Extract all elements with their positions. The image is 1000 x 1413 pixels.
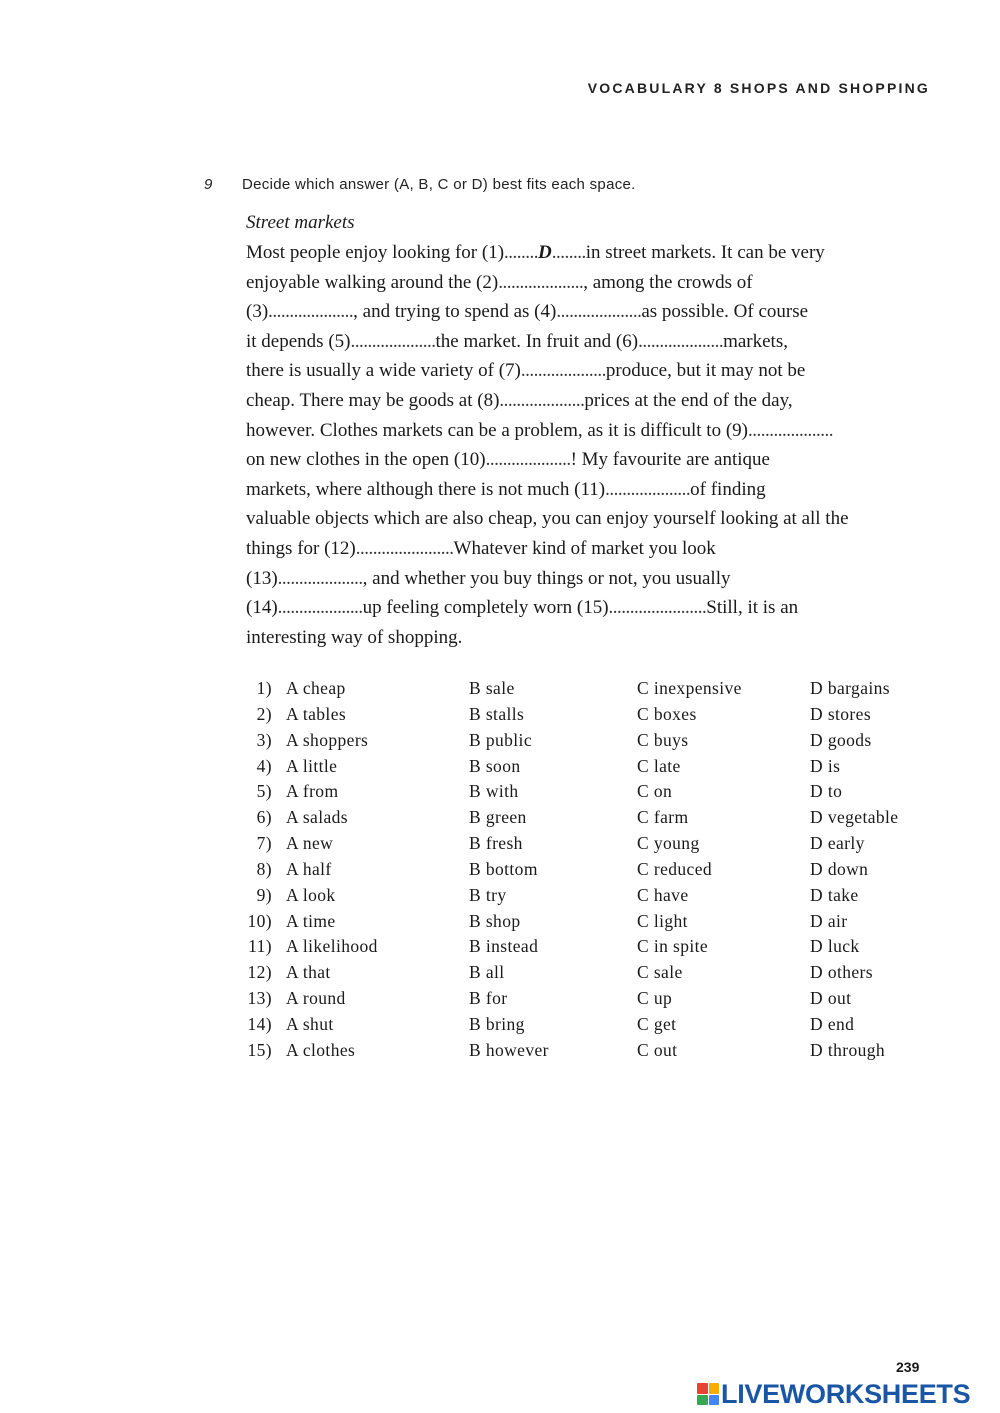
option-row [246,988,926,1014]
passage-text-segment: (13) [246,567,278,589]
option-b[interactable]: B for [469,988,508,1009]
option-c[interactable]: C get [637,1013,677,1034]
question-number: 2) [256,703,272,724]
option-b[interactable]: B however [469,1039,549,1060]
question-number: 12) [247,962,272,983]
passage-text-segment: on new clothes in the open (10) [246,449,486,471]
passage-text-segment: valuable objects which are also cheap, you can enjoy yourself looking at all the [246,508,849,530]
option-c[interactable]: C up [637,988,673,1009]
option-c[interactable]: C in spite [637,936,709,957]
option-a[interactable]: A salads [286,807,349,828]
option-row [246,756,926,782]
passage-title: Street markets [246,212,355,233]
option-c[interactable]: C farm [637,807,689,828]
option-c[interactable]: C light [637,910,688,931]
option-d[interactable]: D early [810,833,865,854]
passage-text [246,238,926,652]
answer-blank[interactable]: ........ [551,242,586,263]
passage-line [246,327,926,357]
example-answer: D [538,242,552,263]
passage-text-segment: Most people enjoy looking for (1) [246,242,505,263]
option-row [246,807,926,833]
question-number: 5) [256,781,272,802]
passage-line [246,564,926,594]
passage-text-segment: markets, [723,330,788,352]
option-b[interactable]: B soon [469,755,521,776]
option-row [246,678,926,704]
passage-text-segment: prices at the end of the day, [584,389,793,411]
answer-blank[interactable]: .................... [485,449,571,471]
question-number: 13) [247,988,272,1009]
option-c[interactable]: C sale [637,962,683,983]
passage-text-segment: Still, it is an [706,597,799,619]
option-d[interactable]: D air [810,910,848,931]
option-a[interactable]: A half [286,858,332,879]
passage-line [246,475,926,505]
option-d[interactable]: D bargains [810,678,890,698]
answer-options-table [246,678,926,1066]
answer-blank[interactable]: .................... [350,330,436,352]
passage-text-segment: things for (12) [246,537,356,559]
answer-blank[interactable]: .................... [520,360,606,382]
option-c[interactable]: C inexpensive [637,678,742,698]
logo-square [697,1395,708,1406]
option-b[interactable]: B fresh [469,833,523,854]
option-c[interactable]: C have [637,884,689,905]
exercise-number: 9 [204,176,213,193]
passage-text-segment: ! My favourite are antique [570,449,770,471]
option-c[interactable]: C on [637,781,673,802]
question-number: 14) [247,1013,272,1034]
option-b[interactable]: B try [469,884,507,905]
passage-line [246,534,926,564]
answer-blank[interactable]: .................... [498,271,584,293]
answer-blank[interactable]: .................... [638,330,724,352]
question-number: 6) [256,807,272,828]
passage-text-segment: , and whether you buy things or not, you usually [362,567,731,589]
passage-text-segment: (3) [246,301,269,323]
option-a[interactable]: A time [286,910,336,931]
option-b[interactable]: B all [469,962,505,983]
answer-blank[interactable]: .................... [277,567,363,589]
option-b[interactable]: B green [469,807,527,828]
option-a[interactable]: A look [286,884,336,905]
exercise-instruction-row [204,176,636,193]
question-number: 9) [256,884,272,905]
option-d[interactable]: D stores [810,703,872,724]
answer-blank[interactable]: .................... [605,478,691,500]
passage-text-segment: enjoyable walking around the (2) [246,271,499,293]
option-b[interactable]: B bring [469,1013,525,1034]
option-a[interactable]: A from [286,781,339,802]
passage-text-segment: the market. In fruit and (6) [435,330,639,352]
page-number: 239 [896,1359,920,1375]
passage-text-segment: there is usually a wide variety of (7) [246,360,521,382]
option-row [246,962,926,988]
option-a[interactable]: A cheap [286,678,346,698]
passage-text-segment: interesting way of shopping. [246,626,463,648]
option-a[interactable]: A new [286,833,334,854]
passage-text-segment: however. Clothes markets can be a problem, as it is difficult to (9) [246,419,748,441]
option-a[interactable]: A shut [286,1013,334,1034]
passage-text-segment: it depends (5) [246,330,351,352]
option-c[interactable]: C out [637,1039,678,1060]
passage-text-segment: produce, but it may not be [605,360,806,382]
passage-line [246,445,926,475]
question-number: 4) [256,755,272,776]
logo-square [709,1395,720,1406]
passage-text-segment: , among the crowds of [583,271,753,293]
passage-line [246,356,926,386]
option-b[interactable]: B stalls [469,703,525,724]
option-row [246,704,926,730]
passage-line [246,623,926,653]
option-row [246,781,926,807]
option-a[interactable]: A little [286,755,338,776]
exercise-instruction: Decide which answer (A, B, C or D) best fits each space. [242,176,636,193]
option-row [246,859,926,885]
option-row [246,936,926,962]
option-d[interactable]: D to [810,781,843,802]
option-c[interactable]: C reduced [637,858,713,879]
answer-blank[interactable]: ........ [504,242,539,263]
passage-text-segment: markets, where although there is not much (11) [246,478,606,500]
question-number: 10) [247,910,272,931]
option-c[interactable]: C late [637,755,681,776]
answer-blank[interactable]: .................... [268,301,354,323]
option-b[interactable]: B bottom [469,858,538,879]
option-row [246,730,926,756]
question-number: 15) [247,1039,272,1060]
answer-blank[interactable]: .................... [747,419,833,441]
passage-text-segment: as possible. Of course [641,301,809,323]
passage-text-segment: in street markets. It can be very [585,242,825,263]
option-row [246,1014,926,1040]
liveworksheets-logo [697,1380,970,1408]
option-row [246,1040,926,1066]
passage-line [246,593,926,623]
logo-square [697,1383,708,1394]
option-d[interactable]: D down [810,858,869,879]
answer-blank[interactable]: ....................... [355,537,454,559]
option-d[interactable]: D vegetable [810,807,899,828]
logo-grid-icon [697,1383,719,1405]
option-d[interactable]: D through [810,1039,886,1060]
option-d[interactable]: D goods [810,729,872,750]
option-d[interactable]: D end [810,1013,855,1034]
brand-name: LIVEWORKSHEETS [721,1378,971,1409]
option-c[interactable]: C young [637,833,700,854]
option-c[interactable]: C boxes [637,703,697,724]
passage-text-segment: (14) [246,597,278,619]
option-a[interactable]: A clothes [286,1039,356,1060]
question-number: 1) [256,678,272,698]
passage-line [246,416,926,446]
question-number: 8) [256,858,272,879]
question-number: 11) [248,936,272,957]
passage-line [246,504,926,534]
passage-text-segment: of finding [690,478,766,500]
passage-text-segment: cheap. There may be goods at (8) [246,389,500,411]
question-number: 7) [256,833,272,854]
option-row [246,911,926,937]
question-number: 3) [256,729,272,750]
option-b[interactable]: B shop [469,910,521,931]
option-b[interactable]: B sale [469,678,515,698]
section-header: VOCABULARY 8 SHOPS AND SHOPPING [587,80,930,96]
option-b[interactable]: B public [469,729,532,750]
passage-line [246,238,926,268]
option-a[interactable]: A likelihood [286,936,378,957]
passage-text-segment: , and trying to spend as (4) [353,301,557,323]
option-a[interactable]: A round [286,988,346,1009]
option-a[interactable]: A that [286,962,331,983]
passage-line [246,386,926,416]
option-a[interactable]: A shoppers [286,729,369,750]
option-d[interactable]: D take [810,884,859,905]
option-a[interactable]: A tables [286,703,347,724]
passage-line [246,297,926,327]
option-d[interactable]: D out [810,988,852,1009]
answer-blank[interactable]: .................... [277,597,363,619]
option-c[interactable]: C buys [637,729,689,750]
option-row [246,833,926,859]
passage-text-segment: up feeling completely worn (15) [362,597,609,619]
answer-blank[interactable]: .................... [499,389,585,411]
answer-blank[interactable]: .................... [556,301,642,323]
option-d[interactable]: D others [810,962,873,983]
logo-square [709,1383,720,1394]
passage-text-segment: Whatever kind of market you look [453,537,716,559]
option-row [246,885,926,911]
passage-line [246,268,926,298]
option-d[interactable]: D luck [810,936,860,957]
option-b[interactable]: B instead [469,936,539,957]
option-d[interactable]: D is [810,755,841,776]
answer-blank[interactable]: ....................... [608,597,707,619]
option-b[interactable]: B with [469,781,519,802]
